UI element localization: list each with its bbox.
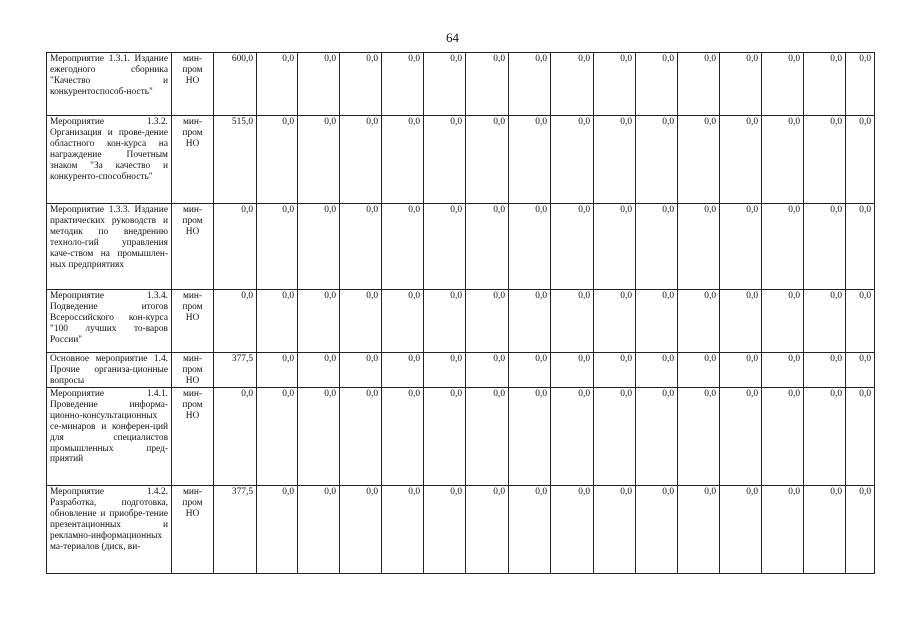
- value-cell: 0,0: [257, 204, 298, 290]
- value-cell: 0,0: [340, 486, 382, 574]
- value-cell: 0,0: [720, 204, 762, 290]
- value-cell: 0,0: [298, 290, 340, 353]
- executor-cell: мин-пром НО: [172, 204, 214, 290]
- value-cell: 0,0: [424, 486, 466, 574]
- value-cell: 0,0: [636, 290, 678, 353]
- value-cell: 0,0: [846, 486, 875, 574]
- value-cell: 515,0: [214, 116, 257, 204]
- value-cell: 0,0: [636, 116, 678, 204]
- value-cell: 0,0: [340, 204, 382, 290]
- value-cell: 0,0: [551, 486, 594, 574]
- value-cell: 0,0: [509, 388, 551, 486]
- value-cell: 0,0: [509, 116, 551, 204]
- value-cell: 0,0: [340, 290, 382, 353]
- table-row: [47, 353, 875, 388]
- table-row: [47, 116, 875, 204]
- value-cell: 0,0: [762, 116, 804, 204]
- value-cell: 0,0: [382, 204, 424, 290]
- value-cell: 0,0: [804, 204, 846, 290]
- activity-name: Мероприятие 1.3.1. Издание ежегодного сборника "Качество и конкурентоспособ-ность": [47, 53, 172, 116]
- value-cell: 0,0: [678, 53, 720, 116]
- value-cell: 0,0: [466, 204, 509, 290]
- value-cell: 0,0: [636, 388, 678, 486]
- value-cell: 0,0: [509, 53, 551, 116]
- value-cell: 0,0: [424, 388, 466, 486]
- value-cell: 0,0: [551, 353, 594, 388]
- page-number: 64: [446, 30, 459, 45]
- activity-name: Мероприятие 1.3.4. Подведение итогов Всероссийского кон-курса "100 лучших то-варов России": [47, 290, 172, 353]
- value-cell: 0,0: [762, 204, 804, 290]
- value-cell: 0,0: [804, 353, 846, 388]
- value-cell: 0,0: [466, 486, 509, 574]
- value-cell: 0,0: [382, 388, 424, 486]
- value-cell: 0,0: [846, 53, 875, 116]
- value-cell: 0,0: [466, 388, 509, 486]
- activity-name: Основное мероприятие 1.4. Прочие организа-ционные вопросы: [47, 353, 172, 388]
- value-cell: 0,0: [424, 116, 466, 204]
- value-cell: 0,0: [509, 204, 551, 290]
- value-cell: 0,0: [214, 290, 257, 353]
- value-cell: 0,0: [678, 353, 720, 388]
- value-cell: 0,0: [594, 204, 636, 290]
- value-cell: 0,0: [678, 290, 720, 353]
- table-row: [47, 486, 875, 574]
- value-cell: 0,0: [762, 486, 804, 574]
- value-cell: 0,0: [509, 486, 551, 574]
- budget-table: [46, 52, 875, 574]
- value-cell: 0,0: [678, 388, 720, 486]
- value-cell: 0,0: [257, 388, 298, 486]
- value-cell: 0,0: [846, 388, 875, 486]
- value-cell: 0,0: [720, 486, 762, 574]
- value-cell: 0,0: [298, 486, 340, 574]
- value-cell: 0,0: [424, 353, 466, 388]
- value-cell: 0,0: [424, 53, 466, 116]
- value-cell: 0,0: [214, 204, 257, 290]
- value-cell: 0,0: [551, 53, 594, 116]
- value-cell: 0,0: [257, 486, 298, 574]
- value-cell: 0,0: [804, 290, 846, 353]
- value-cell: 0,0: [551, 388, 594, 486]
- table-row: [47, 388, 875, 486]
- value-cell: 377,5: [214, 353, 257, 388]
- value-cell: 0,0: [382, 116, 424, 204]
- value-cell: 0,0: [298, 353, 340, 388]
- executor-cell: мин-пром НО: [172, 53, 214, 116]
- value-cell: 0,0: [594, 53, 636, 116]
- value-cell: 0,0: [551, 290, 594, 353]
- value-cell: 0,0: [551, 204, 594, 290]
- value-cell: 0,0: [762, 290, 804, 353]
- value-cell: 377,5: [214, 486, 257, 574]
- value-cell: 0,0: [720, 353, 762, 388]
- value-cell: 0,0: [466, 116, 509, 204]
- value-cell: 0,0: [340, 116, 382, 204]
- value-cell: 0,0: [720, 53, 762, 116]
- value-cell: 0,0: [257, 290, 298, 353]
- activity-name: Мероприятие 1.4.2. Разработка, подготовка, обновление и приобре-тение презентационных и рекламно-информационных ма-териалов (диск, ви-: [47, 486, 172, 574]
- value-cell: 0,0: [382, 290, 424, 353]
- value-cell: 0,0: [678, 204, 720, 290]
- value-cell: 0,0: [678, 116, 720, 204]
- executor-cell: мин-пром НО: [172, 353, 214, 388]
- value-cell: 0,0: [298, 388, 340, 486]
- value-cell: 0,0: [594, 116, 636, 204]
- table-row: [47, 204, 875, 290]
- value-cell: 0,0: [298, 53, 340, 116]
- activity-name: Мероприятие 1.3.2. Организация и прове-дение областного кон-курса на награждение Почетным знаком "За качество и конкуренто-способность": [47, 116, 172, 204]
- value-cell: 0,0: [340, 353, 382, 388]
- value-cell: 0,0: [257, 116, 298, 204]
- value-cell: 0,0: [214, 388, 257, 486]
- value-cell: 0,0: [298, 204, 340, 290]
- value-cell: 600,0: [214, 53, 257, 116]
- value-cell: 0,0: [594, 486, 636, 574]
- value-cell: 0,0: [466, 290, 509, 353]
- table-row: [47, 53, 875, 116]
- value-cell: 0,0: [466, 353, 509, 388]
- value-cell: 0,0: [636, 353, 678, 388]
- value-cell: 0,0: [509, 290, 551, 353]
- value-cell: 0,0: [298, 116, 340, 204]
- value-cell: 0,0: [804, 486, 846, 574]
- executor-cell: мин-пром НО: [172, 388, 214, 486]
- executor-cell: мин-пром НО: [172, 486, 214, 574]
- value-cell: 0,0: [846, 204, 875, 290]
- value-cell: 0,0: [382, 353, 424, 388]
- value-cell: 0,0: [762, 353, 804, 388]
- value-cell: 0,0: [636, 486, 678, 574]
- value-cell: 0,0: [762, 388, 804, 486]
- executor-cell: мин-пром НО: [172, 116, 214, 204]
- activity-name: Мероприятие 1.3.3. Издание практических руководств и методик по внедрению техноло-гий управления каче-ством на промышлен-ных предприятиях: [47, 204, 172, 290]
- value-cell: 0,0: [257, 53, 298, 116]
- value-cell: 0,0: [720, 116, 762, 204]
- value-cell: 0,0: [762, 53, 804, 116]
- value-cell: 0,0: [551, 116, 594, 204]
- value-cell: 0,0: [424, 290, 466, 353]
- value-cell: 0,0: [636, 53, 678, 116]
- value-cell: 0,0: [846, 116, 875, 204]
- value-cell: 0,0: [636, 204, 678, 290]
- value-cell: 0,0: [720, 290, 762, 353]
- value-cell: 0,0: [846, 353, 875, 388]
- executor-cell: мин-пром НО: [172, 290, 214, 353]
- value-cell: 0,0: [678, 486, 720, 574]
- value-cell: 0,0: [594, 388, 636, 486]
- value-cell: 0,0: [340, 53, 382, 116]
- value-cell: 0,0: [382, 486, 424, 574]
- value-cell: 0,0: [804, 53, 846, 116]
- value-cell: 0,0: [257, 353, 298, 388]
- value-cell: 0,0: [720, 388, 762, 486]
- value-cell: 0,0: [382, 53, 424, 116]
- activity-name: Мероприятие 1.4.1. Проведение информа-ционно-консультационных се-минаров и конферен-ций для специалистов промышленных пред-приятий: [47, 388, 172, 486]
- value-cell: 0,0: [340, 388, 382, 486]
- table-row: [47, 290, 875, 353]
- value-cell: 0,0: [594, 290, 636, 353]
- value-cell: 0,0: [466, 53, 509, 116]
- value-cell: 0,0: [804, 388, 846, 486]
- value-cell: 0,0: [846, 290, 875, 353]
- value-cell: 0,0: [594, 353, 636, 388]
- value-cell: 0,0: [424, 204, 466, 290]
- value-cell: 0,0: [804, 116, 846, 204]
- value-cell: 0,0: [509, 353, 551, 388]
